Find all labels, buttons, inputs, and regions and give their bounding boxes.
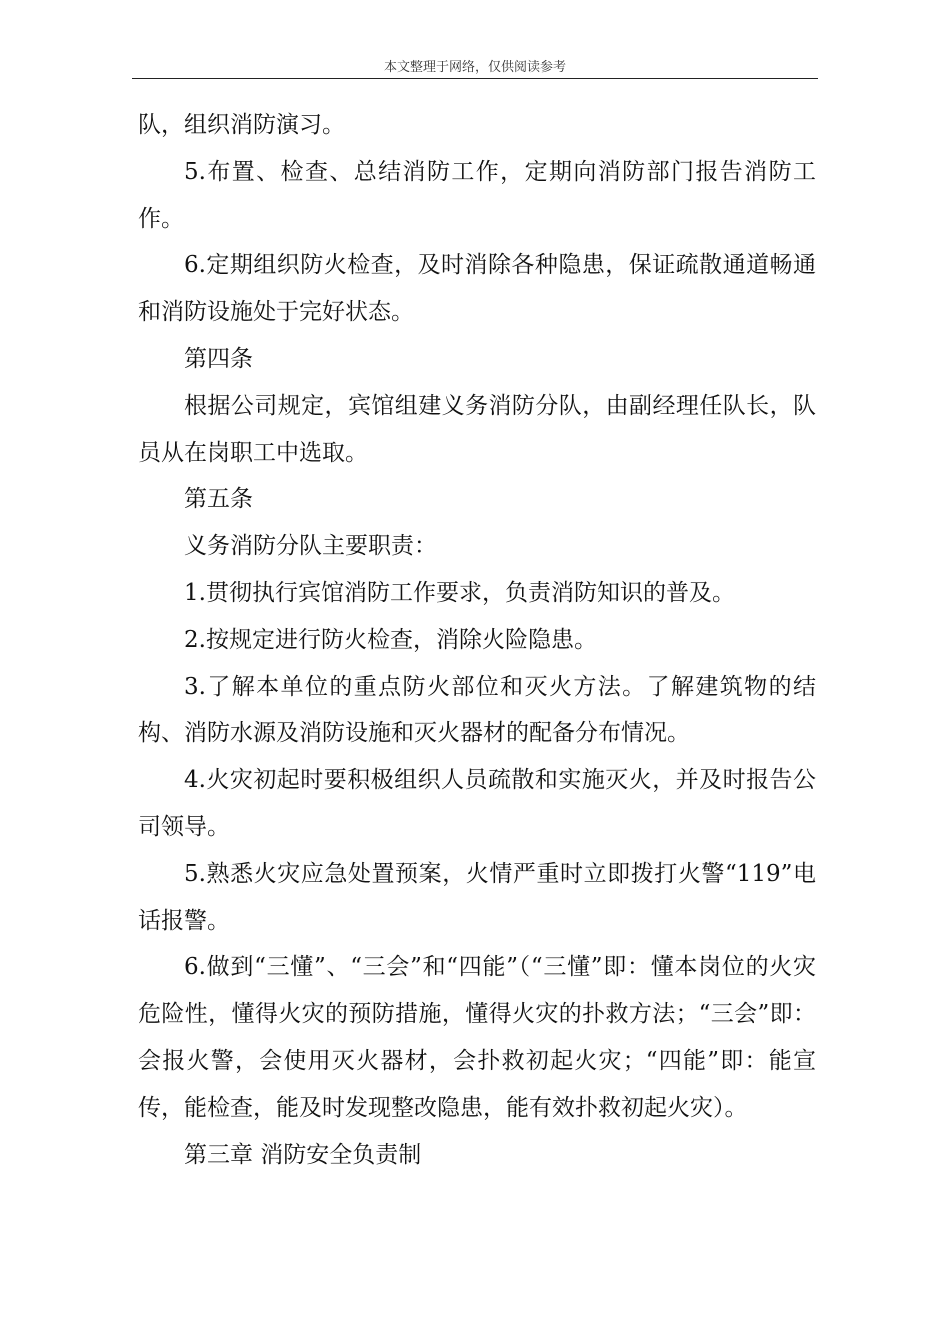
- paragraph: 队，组织消防演习。: [138, 112, 345, 138]
- paragraph: 5.布置、检查、总结消防工作，定期向消防部门报告消防工作。: [138, 158, 816, 232]
- list-item: 1.贯彻执行宾馆消防工作要求，负责消防知识的普及。: [184, 579, 735, 606]
- list-item: 2.按规定进行防火检查，消除火险隐患。: [184, 626, 597, 653]
- header-text: 本文整理于网络，仅供阅读参考: [383, 60, 566, 75]
- list-item: 4.火灾初起时要积极组织人员疏散和实施灭火，并及时报告公司领导。: [138, 767, 816, 840]
- paragraph: 根据公司规定，宾馆组建义务消防分队，由副经理任队长，队员从在岗职工中选取。: [138, 392, 816, 466]
- list-item: 3.了解本单位的重点防火部位和灭火方法。了解建筑物的结构、消防水源及消防设施和灭火器材的配备分布情况。: [138, 673, 816, 747]
- paragraph: 义务消防分队主要职责：: [184, 533, 437, 560]
- paragraph: 6.定期组织防火检查，及时消除各种隐患，保证疏散通道畅通和消防设施处于完好状态。: [138, 252, 816, 326]
- document-body: [138, 102, 816, 1178]
- list-item: 5.熟悉火灾应急处置预案，火情严重时立即拨打火警“119”电话报警。: [138, 860, 816, 934]
- article-heading: 第五条: [184, 486, 253, 513]
- article-heading: 第四条: [184, 345, 253, 372]
- list-item: 6.做到“三懂”、“三会”和“四能”（“三懂”即：懂本岗位的火灾危险性，懂得火灾的预防措施，懂得火灾的扑救方法；“三会”即：会报火警，会使用灭火器材，会扑救初起火灾；“四能”即：能宣传，能检查，能及时发现整改隐患，能有效扑救初起火灾）。: [138, 954, 816, 1121]
- chapter-heading: 第三章 消防安全负责制: [184, 1141, 422, 1168]
- page-header: [132, 58, 818, 79]
